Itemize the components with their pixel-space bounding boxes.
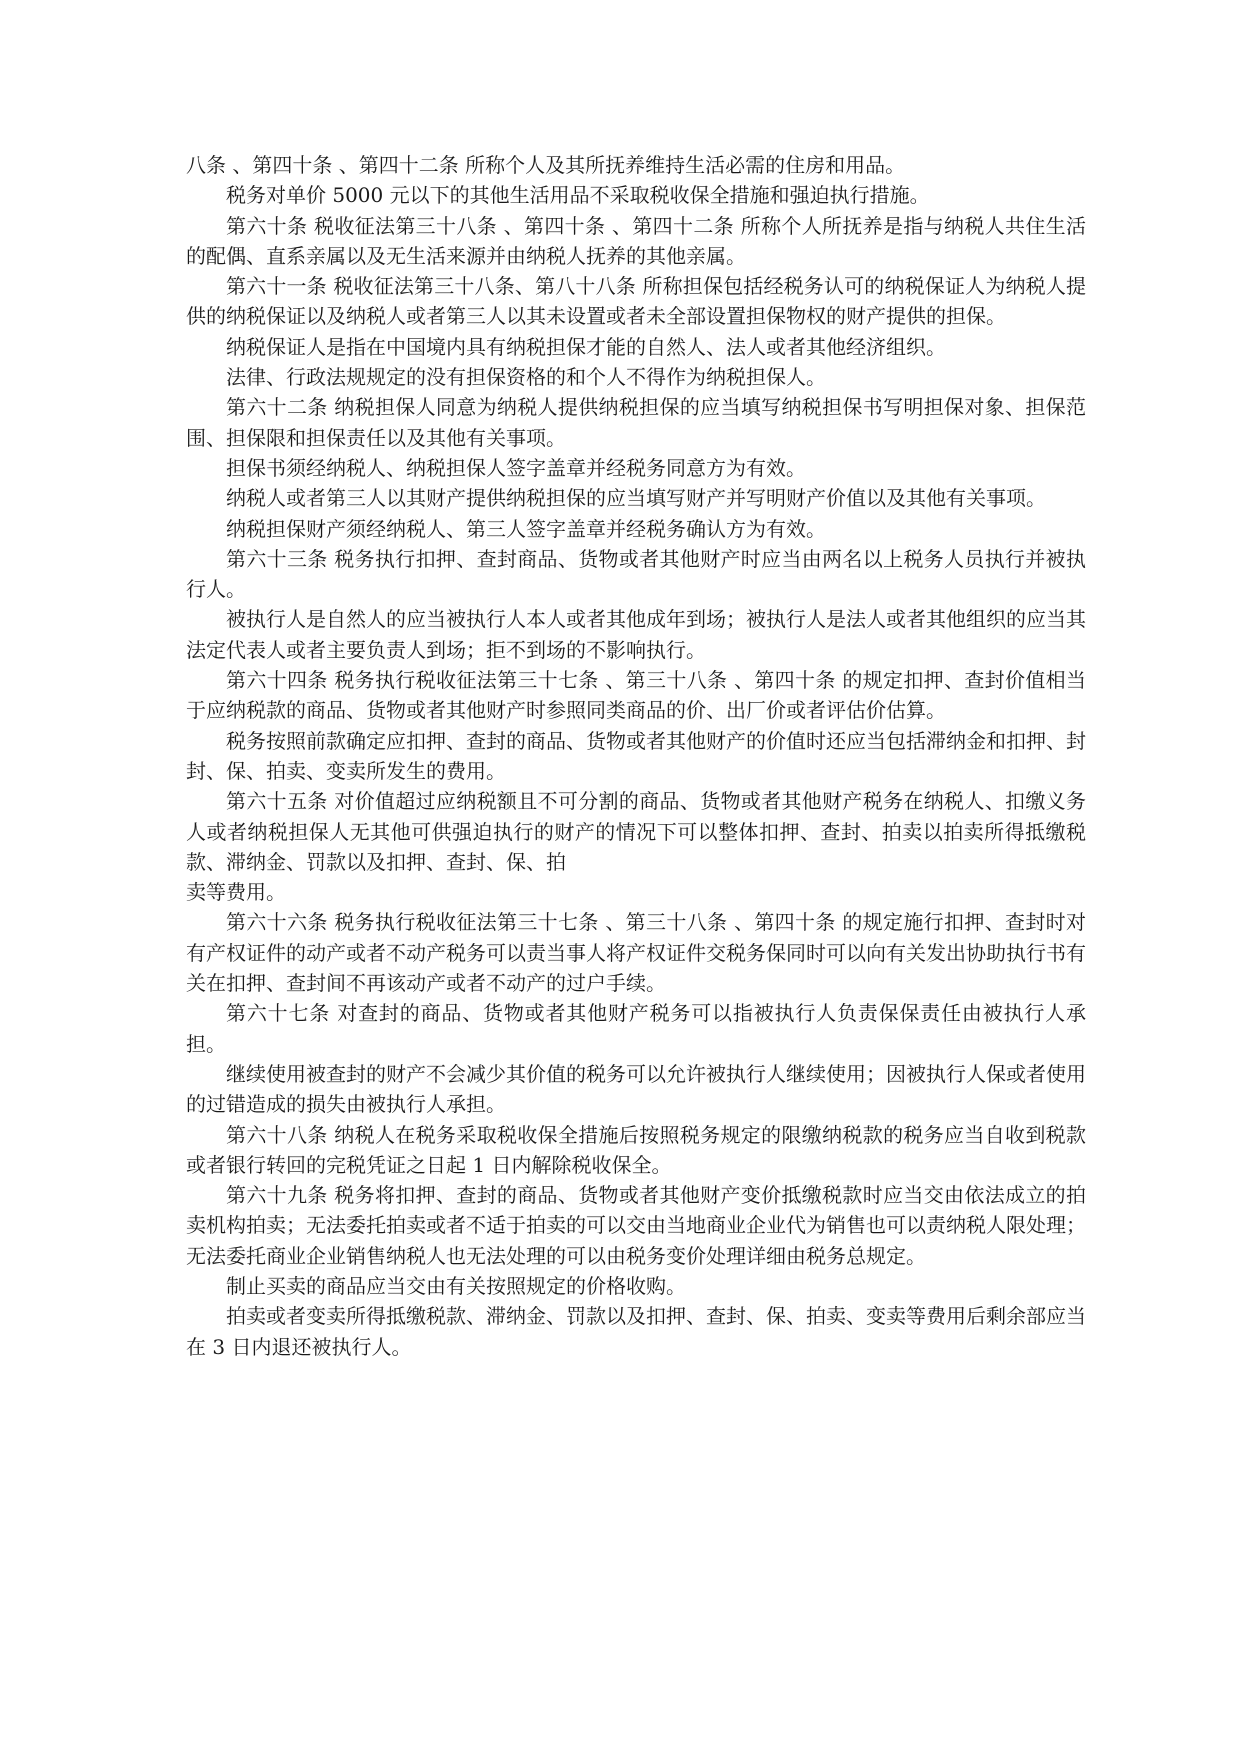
paragraph-20: 第六十八条 纳税人在税务采取税收保全措施后按照税务规定的限缴纳税款的税务应当自收到税款或者银行转回的完税凭证之日起 1 日内解除税收保全。 [186, 1122, 1086, 1177]
paragraph-10: 纳税担保财产须经纳税人、第三人签字盖章并经税务确认方为有效。 [226, 516, 826, 541]
paragraph-6: 法律、行政法规规定的没有担保资格的和个人不得作为纳税担保人。 [226, 365, 826, 390]
paragraph-23: 拍卖或者变卖所得抵缴税款、滞纳金、罚款以及扣押、查封、保、拍卖、变卖等费用后剩余部应当在 3 日内退还被执行人。 [186, 1304, 1086, 1359]
paragraph-9: 纳税人或者第三人以其财产提供纳税担保的应当填写财产并写明财产价值以及其他有关事项。 [226, 486, 1046, 511]
paragraph-2: 税务对单价 5000 元以下的其他生活用品不采取税收保全措施和强迫执行措施。 [226, 183, 930, 208]
paragraph-16: 卖等费用。 [186, 880, 286, 905]
paragraph-17: 第六十六条 税务执行税收征法第三十七条 、第三十八条 、第四十条 的规定施行扣押、查封时对有产权证件的动产或者不动产税务可以责当事人将产权证件交税务保同时可以向有关发出协助执行书有关在扣押、查封间不再该动产或者不动产的过户手续。 [186, 910, 1086, 996]
document-page [186, 150, 1086, 1362]
paragraph-18: 第六十七条 对查封的商品、货物或者其他财产税务可以指被执行人负责保保责任由被执行人承担。 [186, 1001, 1086, 1056]
paragraph-22: 制止买卖的商品应当交由有关按照规定的价格收购。 [226, 1273, 686, 1298]
paragraph-1: 八条 、第四十条 、第四十二条 所称个人及其所抚养维持生活必需的住房和用品。 [186, 153, 906, 177]
paragraph-15: 第六十五条 对价值超过应纳税额且不可分割的商品、货物或者其他财产税务在纳税人、扣缴义务人或者纳税担保人无其他可供强迫执行的财产的情况下可以整体扣押、查封、拍卖以拍卖所得抵缴税款、滞纳金、罚款以及扣押、查封、保、拍 [186, 789, 1086, 874]
paragraph-21: 第六十九条 税务将扣押、查封的商品、货物或者其他财产变价抵缴税款时应当交由依法成立的拍卖机构拍卖；无法委托拍卖或者不适于拍卖的可以交由当地商业企业代为销售也可以责纳税人限处理；无法委托商业企业销售纳税人也无法处理的可以由税务变价处理详细由税务总规定。 [186, 1183, 1086, 1268]
paragraph-3: 第六十条 税收征法第三十八条 、第四十条 、第四十二条 所称个人所抚养是指与纳税人共住生活的配偶、直系亲属以及无生活来源并由纳税人抚养的其他亲属。 [186, 213, 1086, 268]
paragraph-12: 被执行人是自然人的应当被执行人本人或者其他成年到场；被执行人是法人或者其他组织的应当其法定代表人或者主要负责人到场；拒不到场的不影响执行。 [186, 607, 1086, 662]
paragraph-5: 纳税保证人是指在中国境内具有纳税担保才能的自然人、法人或者其他经济组织。 [226, 334, 946, 359]
paragraph-14: 税务按照前款确定应扣押、查封的商品、货物或者其他财产的价值时还应当包括滞纳金和扣押、封封、保、拍卖、变卖所发生的费用。 [186, 728, 1086, 783]
paragraph-19: 继续使用被查封的财产不会减少其价值的税务可以允许被执行人继续使用；因被执行人保或者使用的过错造成的损失由被执行人承担。 [186, 1061, 1086, 1117]
paragraph-4: 第六十一条 税收征法第三十八条、第八十八条 所称担保包括经税务认可的纳税保证人为纳税人提供的纳税保证以及纳税人或者第三人以其未设置或者未全部设置担保物权的财产提供的担保。 [186, 274, 1086, 329]
paragraph-11: 第六十三条 税务执行扣押、查封商品、货物或者其他财产时应当由两名以上税务人员执行并被执行人。 [186, 546, 1086, 602]
paragraph-13: 第六十四条 税务执行税收征法第三十七条 、第三十八条 、第四十条 的规定扣押、查封价值相当于应纳税款的商品、货物或者其他财产时参照同类商品的价、出厂价或者评估价估算。 [186, 668, 1086, 723]
paragraph-7: 第六十二条 纳税担保人同意为纳税人提供纳税担保的应当填写纳税担保书写明担保对象、担保范围、担保限和担保责任以及其他有关事项。 [186, 395, 1086, 450]
paragraph-8: 担保书须经纳税人、纳税担保人签字盖章并经税务同意方为有效。 [226, 455, 806, 480]
